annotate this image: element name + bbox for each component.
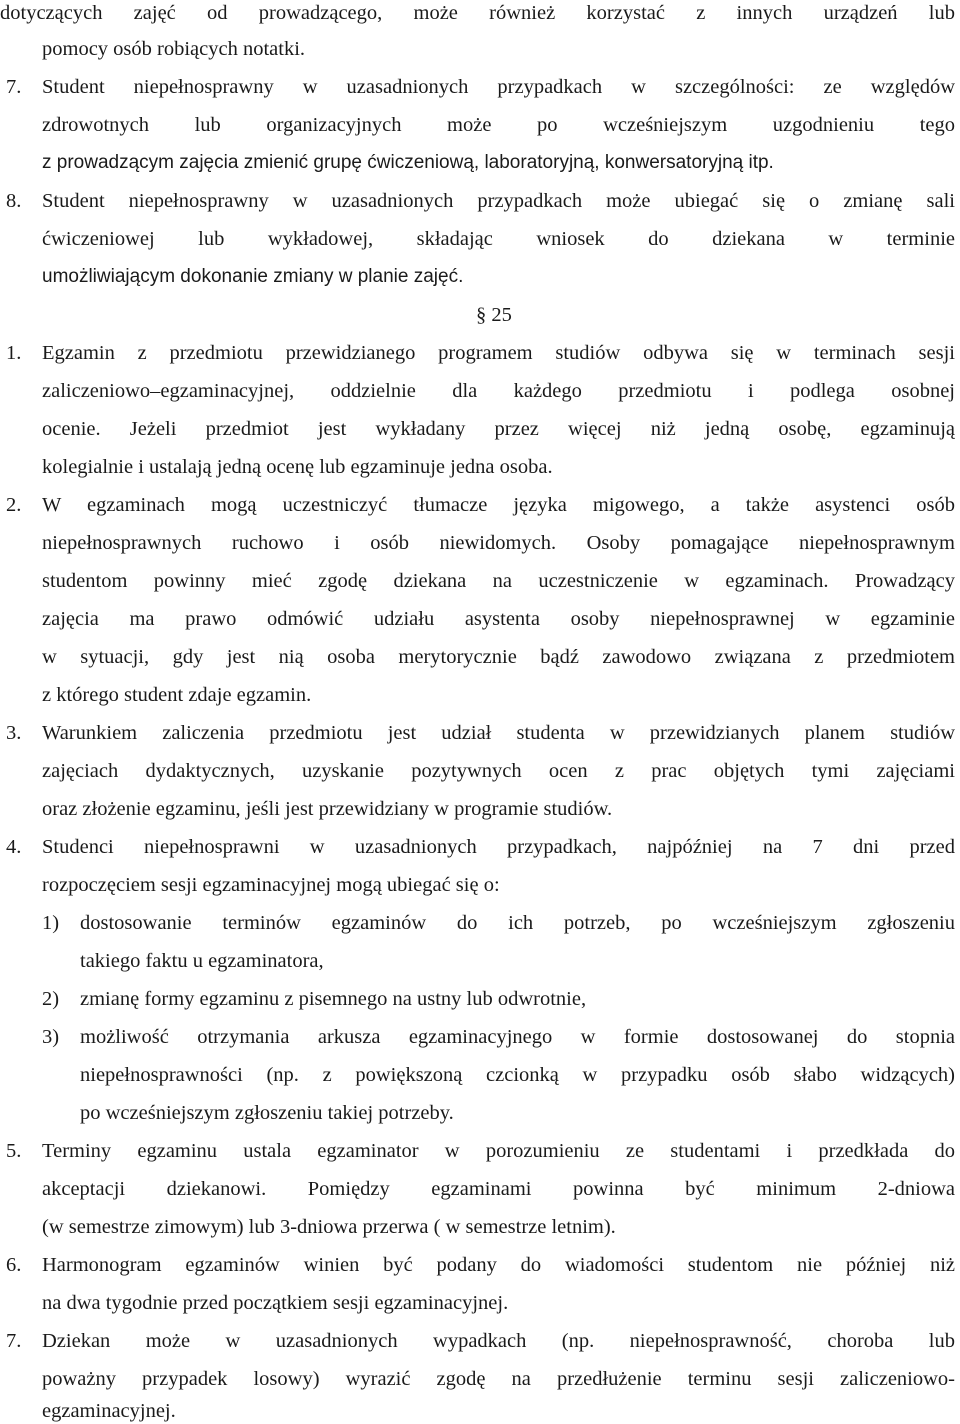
text-line: Dziekan może w uzasadnionych wypadkach (np. niepełnosprawność, choroba lub (42, 1330, 955, 1352)
subitem-number: 2) (42, 988, 60, 1010)
section-heading: § 25 (476, 304, 512, 326)
item-number: 7. (6, 76, 22, 98)
text-line: z prowadzącym zajęcia zmienić grupę ćwiczeniową, laboratoryjną, konwersatoryjną itp. (42, 152, 774, 173)
text-line: dostosowanie terminów egzaminów do ich potrzeb, po wcześniejszym zgłoszeniu (80, 912, 955, 934)
text-line: Harmonogram egzaminów winien być podany do wiadomości studentom nie później niż (42, 1254, 955, 1276)
text-line: Egzamin z przedmiotu przewidzianego programem studiów odbywa się w terminach sesji (42, 342, 955, 364)
text-line: pomocy osób robiących notatki. (42, 38, 306, 60)
text-line: akceptacji dziekanowi. Pomiędzy egzaminami powinna być minimum 2-dniowa (42, 1178, 955, 1200)
text-line: Warunkiem zaliczenia przedmiotu jest udział studenta w przewidzianych planem studiów (42, 722, 955, 744)
item-number: 6. (6, 1254, 22, 1276)
text-line: (w semestrze zimowym) lub 3-dniowa przerwa ( w semestrze letnim). (42, 1216, 616, 1238)
text-line: ocenie. Jeżeli przedmiot jest wykładany przez więcej niż jedną osobę, egzaminują (42, 418, 955, 440)
text-line: niepełnosprawnych ruchowo i osób niewidomych. Osoby pomagające niepełnosprawnym (42, 532, 955, 554)
item-number: 1. (6, 342, 22, 364)
text-line: dotyczących zajęć od prowadzącego, może również korzystać z innych urządzeń lub (0, 2, 955, 24)
text-line: umożliwiającym dokonanie zmiany w planie zajęć. (42, 266, 464, 287)
text-line: oraz złożenie egzaminu, jeśli jest przewidziany w programie studiów. (42, 798, 613, 820)
item-number: 5. (6, 1140, 22, 1162)
item-number: 7. (6, 1330, 22, 1352)
subitem-number: 3) (42, 1026, 60, 1048)
item-number: 2. (6, 494, 22, 516)
text-line: studentom powinny mieć zgodę dziekana na uczestniczenie w egzaminach. Prowadzący (42, 570, 955, 592)
subitem-number: 1) (42, 912, 60, 934)
text-line: zmianę formy egzaminu z pisemnego na ustny lub odwrotnie, (80, 988, 587, 1010)
text-line: w sytuacji, gdy jest nią osoba merytorycznie bądź zawodowo związana z przedmiotem (42, 646, 955, 668)
text-line: zajęcia ma prawo odmówić udziału asystenta osoby niepełnosprawnej w egzaminie (42, 608, 955, 630)
text-line: rozpoczęciem sesji egzaminacyjnej mogą ubiegać się o: (42, 874, 500, 896)
text-line: możliwość otrzymania arkusza egzaminacyjnego w formie dostosowanej do stopnia (80, 1026, 955, 1048)
text-line: takiego faktu u egzaminatora, (80, 950, 324, 972)
text-line: niepełnosprawności (np. z powiększoną czcionką w przypadku osób słabo widzących) (80, 1064, 955, 1086)
text-line: Terminy egzaminu ustala egzaminator w porozumieniu ze studentami i przedkłada do (42, 1140, 955, 1162)
text-line: egzaminacyjnej. (42, 1400, 176, 1422)
text-line: z którego student zdaje egzamin. (42, 684, 312, 706)
text-line: Student niepełnosprawny w uzasadnionych przypadkach może ubiegać się o zmianę sali (42, 190, 955, 212)
text-line: W egzaminach mogą uczestniczyć tłumacze języka migowego, a także asystenci osób (42, 494, 955, 516)
text-line: ćwiczeniowej lub wykładowej, składając wniosek do dziekana w terminie (42, 228, 955, 250)
text-line: zajęciach dydaktycznych, uzyskanie pozytywnych ocen z prac objętych tymi zajęciami (42, 760, 955, 782)
text-line: na dwa tygodnie przed początkiem sesji egzaminacyjnej. (42, 1292, 509, 1314)
item-number: 3. (6, 722, 22, 744)
text-line: zaliczeniowo–egzaminacyjnej, oddzielnie dla każdego przedmiotu i podlega osobnej (42, 380, 955, 402)
text-line: Student niepełnosprawny w uzasadnionych przypadkach w szczególności: ze względów (42, 76, 955, 98)
text-line: Studenci niepełnosprawni w uzasadnionych przypadkach, najpóźniej na 7 dni przed (42, 836, 955, 858)
text-line: poważny przypadek losowy) wyrazić zgodę na przedłużenie terminu sesji zaliczeniowo- (42, 1368, 955, 1390)
text-line: po wcześniejszym zgłoszeniu takiej potrzeby. (80, 1102, 454, 1124)
item-number: 4. (6, 836, 22, 858)
text-line: kolegialnie i ustalają jedną ocenę lub egzaminuje jedna osoba. (42, 456, 553, 478)
text-line: zdrowotnych lub organizacyjnych może po wcześniejszym uzgodnieniu tego (42, 114, 955, 136)
item-number: 8. (6, 190, 22, 212)
